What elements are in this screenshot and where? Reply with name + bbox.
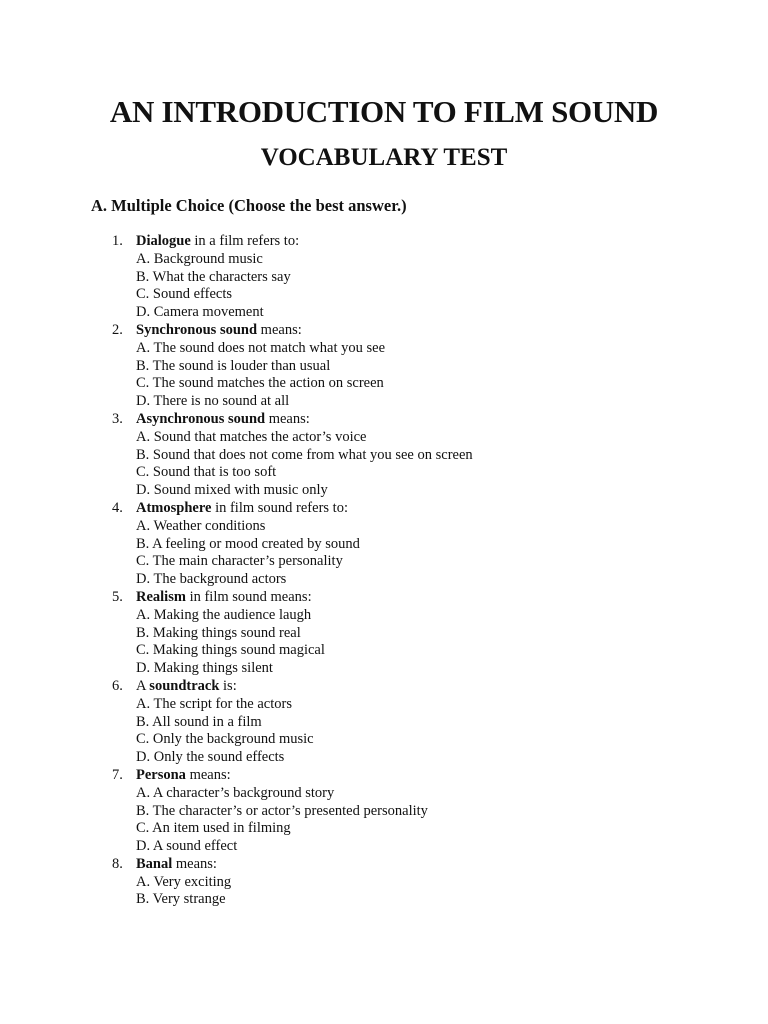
answer-option: B. All sound in a film	[136, 713, 262, 730]
question-stem	[136, 589, 473, 607]
question-term: Persona	[136, 766, 186, 783]
answer-option: A. A character’s background story	[136, 784, 335, 801]
question-text: in a film refers to:	[190, 233, 300, 249]
question-item	[0, 322, 473, 411]
question-text: in film sound refers to:	[211, 499, 348, 516]
question-term: soundtrack	[149, 677, 220, 694]
answer-option: D. Only the sound effects	[136, 749, 285, 766]
question-stem	[136, 856, 473, 874]
question-term: Dialogue	[136, 233, 191, 249]
answer-option: A. Background music	[136, 250, 263, 267]
page-title: AN INTRODUCTION TO FILM SOUND	[109, 94, 659, 129]
answer-option: D. The background actors	[136, 571, 287, 588]
answer-option: B. A feeling or mood created by sound	[136, 535, 360, 552]
question-number: 2.	[112, 321, 123, 338]
answer-option: C. The main character’s personality	[136, 553, 343, 570]
question-item	[0, 500, 473, 589]
question-number: 5.	[112, 588, 123, 605]
answer-option: C. Sound that is too soft	[136, 464, 277, 481]
answer-option: C. Only the background music	[136, 731, 314, 748]
answer-option: A. Very exciting	[136, 873, 232, 890]
question-number: 7.	[112, 766, 123, 783]
answer-option: D. A sound effect	[136, 838, 238, 855]
question-item	[0, 767, 473, 856]
answer-option: C. Making things sound magical	[136, 642, 325, 659]
answer-option: C. Sound effects	[136, 286, 232, 303]
question-number: 8.	[112, 855, 123, 872]
question-number: 3.	[112, 410, 123, 427]
question-stem	[136, 500, 473, 518]
question-term: Asynchronous sound	[136, 410, 266, 427]
question-number: 6.	[112, 677, 123, 694]
answer-option: D. Camera movement	[136, 304, 264, 321]
answer-option: A. The script for the actors	[136, 695, 292, 712]
question-number: 1.	[112, 233, 123, 249]
answer-option: C. An item used in filming	[136, 820, 291, 837]
answer-option: B. What the characters say	[136, 268, 291, 285]
question-stem	[136, 411, 473, 429]
question-list	[0, 233, 473, 909]
question-stem	[136, 233, 473, 251]
answer-option: B. Sound that does not come from what you see on screen	[136, 446, 473, 463]
question-item	[0, 411, 473, 500]
answer-option: B. Making things sound real	[136, 624, 301, 641]
answer-option: D. Sound mixed with music only	[136, 482, 328, 499]
question-text: means:	[185, 766, 231, 783]
answer-option: A. Sound that matches the actor’s voice	[136, 428, 367, 445]
question-text: means:	[257, 321, 302, 338]
answer-option: B. The sound is louder than usual	[136, 357, 331, 374]
answer-option: D. Making things silent	[136, 660, 273, 677]
question-term: Atmosphere	[136, 499, 212, 516]
answer-option: A. The sound does not match what you see	[136, 339, 386, 356]
question-term: Synchronous sound	[136, 321, 258, 338]
answer-option: C. The sound matches the action on screen	[136, 375, 384, 392]
answer-option: B. Very strange	[136, 891, 226, 908]
question-item	[0, 856, 473, 909]
section-heading: A. Multiple Choice (Choose the best answer.)	[91, 196, 407, 215]
question-term: Realism	[136, 588, 186, 605]
question-stem	[136, 322, 473, 340]
question-text: is:	[219, 677, 237, 694]
question-text: in film sound means:	[185, 588, 312, 605]
question-prefix: A	[136, 677, 150, 694]
answer-option: D. There is no sound at all	[136, 393, 290, 410]
question-term: Banal	[136, 855, 173, 872]
question-item	[0, 589, 473, 678]
question-item	[0, 233, 473, 322]
question-stem	[136, 767, 473, 785]
question-text: means:	[172, 855, 217, 872]
question-item	[0, 678, 473, 767]
answer-option: A. Making the audience laugh	[136, 606, 312, 623]
question-number: 4.	[112, 499, 123, 516]
answer-option: B. The character’s or actor’s presented personality	[136, 802, 428, 819]
page-subtitle: VOCABULARY TEST	[260, 144, 508, 171]
question-text: means:	[265, 410, 310, 427]
question-stem	[136, 678, 473, 696]
answer-option: A. Weather conditions	[136, 517, 266, 534]
